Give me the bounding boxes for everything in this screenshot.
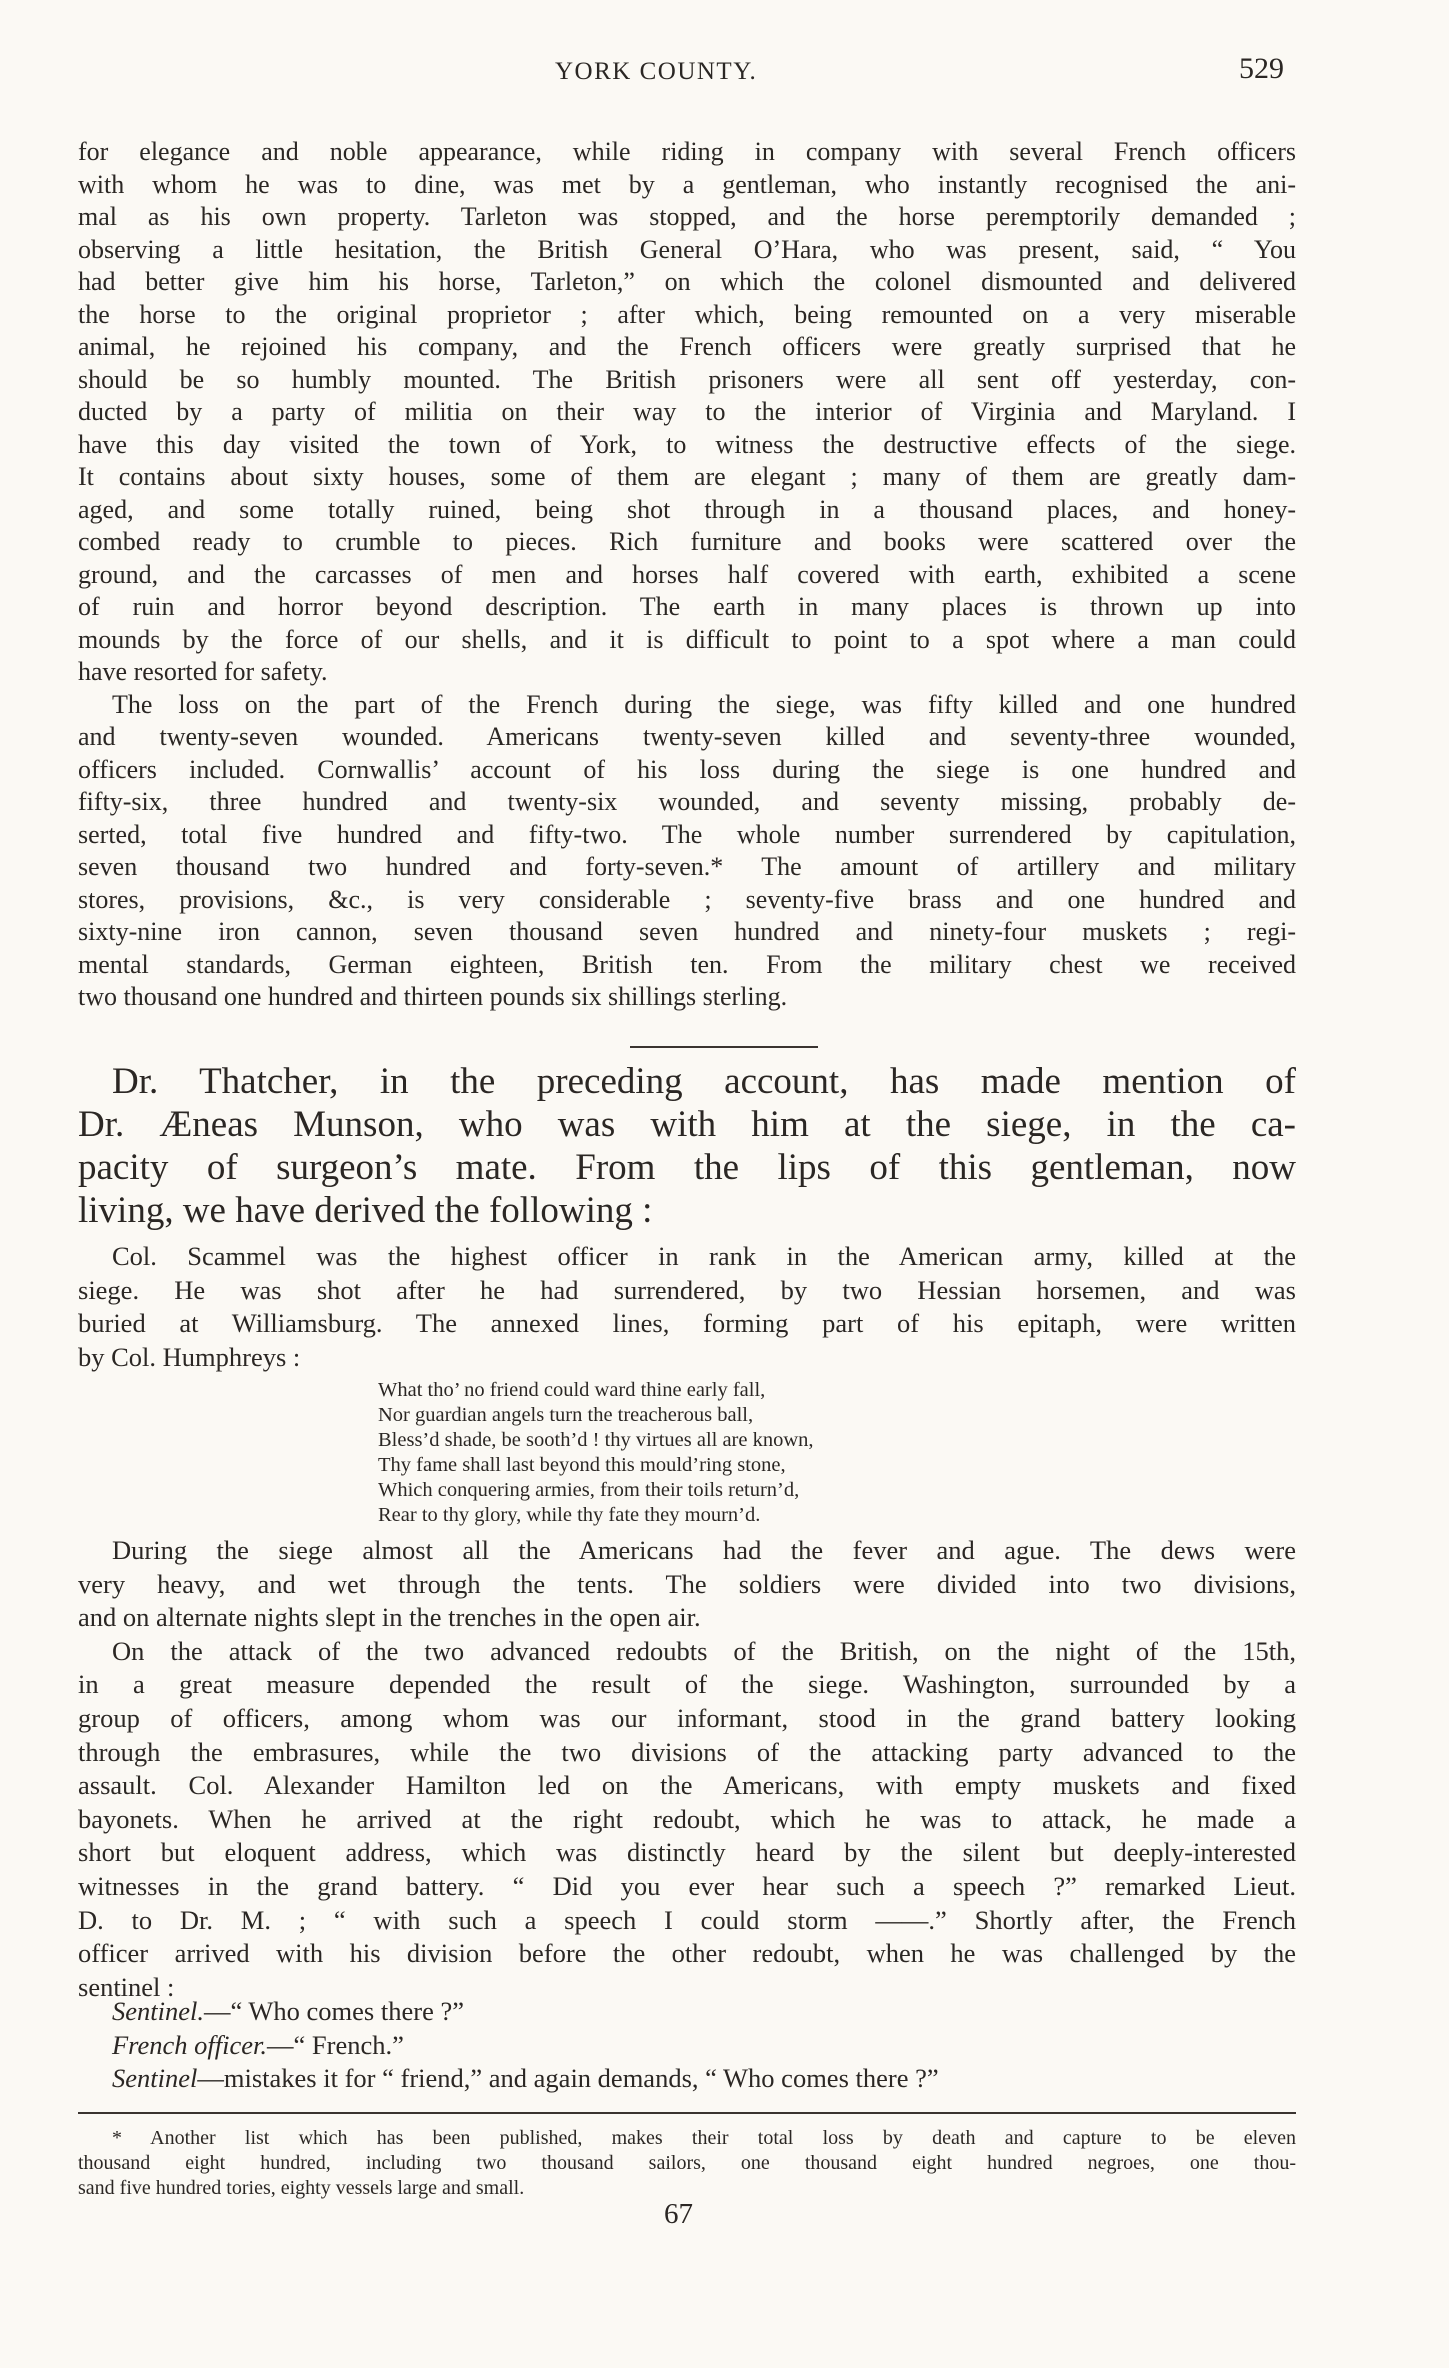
- text-line: ducted by a party of militia on their way to the interior of Virginia and Maryland. I: [78, 397, 1296, 426]
- text-line: sixty-nine iron cannon, seven thousand seven hundred and ninety-four muskets ; regi-: [78, 917, 1296, 946]
- text-line: sentinel :: [78, 1971, 175, 2002]
- dialogue-speaker: French officer.: [112, 2029, 268, 2060]
- page-number: 529: [1239, 52, 1284, 85]
- dialogue-speaker: Sentinel.: [112, 1996, 204, 2026]
- text-line: animal, he rejoined his company, and the French officers were greatly surprised that he: [78, 332, 1296, 361]
- text-line: had better give him his horse, Tarleton,” on which the colonel dismounted and delivered: [78, 267, 1296, 296]
- text-line: officers included. Cornwallis’ account of his loss during the siege is one hundred and: [78, 754, 1296, 784]
- running-head: YORK COUNTY.: [555, 58, 758, 85]
- text-line: observing a little hesitation, the British General O’Hara, who was present, said, “ You: [78, 234, 1296, 264]
- text-line: for elegance and noble appearance, while riding in company with several French officers: [78, 137, 1296, 166]
- text-line: the horse to the original proprietor ; after which, being remounted on a very miserable: [78, 299, 1296, 329]
- dialogue-line: [78, 2062, 1296, 2096]
- text-line: should be so humbly mounted. The British prisoners were all sent off yesterday, con-: [78, 364, 1296, 394]
- text-line: bayonets. When he arrived at the right redoubt, which he was to attack, he made a: [78, 1803, 1296, 1834]
- text-line: by Col. Humphreys :: [78, 1341, 301, 1372]
- body-text-part2: [78, 1240, 1296, 1374]
- dialogue-line: [78, 1995, 1296, 2029]
- text-line: and on alternate nights slept in the trenches in the open air.: [78, 1602, 701, 1633]
- lead-paragraph: [78, 1060, 1296, 1232]
- text-line: with whom he was to dine, was met by a gentleman, who instantly recognised the ani-: [78, 169, 1296, 199]
- dialogue-text: —mistakes it for “ friend,” and again demands, “ Who comes there ?”: [197, 2063, 939, 2094]
- text-line: have this day visited the town of York, to witness the destructive effects of the siege.: [78, 429, 1296, 459]
- text-line: of ruin and horror beyond description. The earth in many places is thrown up into: [78, 592, 1296, 621]
- text-line: siege. He was shot after he had surrendered, by two Hessian horsemen, and was: [78, 1274, 1296, 1305]
- text-line: combed ready to crumble to pieces. Rich furniture and books were scattered over the: [78, 527, 1296, 556]
- footnote-line: * Another list which has been published, makes their total loss by death and capture to be eleven: [112, 2127, 1296, 2149]
- text-line: in a great measure depended the result of the siege. Washington, surrounded by a: [78, 1669, 1296, 1700]
- text-line: On the attack of the two advanced redoubts of the British, on the night of the 15th,: [112, 1635, 1296, 1666]
- dialogue-text: —“ French.”: [267, 2029, 404, 2060]
- dialogue: [78, 1995, 1296, 2096]
- lead-line: pacity of surgeon’s mate. From the lips of this gentleman, now: [78, 1147, 1296, 1188]
- text-line: have resorted for safety.: [78, 657, 328, 686]
- verse-line: Bless’d shade, be sooth’d ! thy virtues all are known,: [378, 1429, 814, 1451]
- signature-mark: 67: [664, 2198, 693, 2230]
- verse-line: Rear to thy glory, while thy fate they mourn’d.: [378, 1504, 761, 1526]
- epitaph-verse: [378, 1378, 1028, 1528]
- lead-line: living, we have derived the following :: [78, 1190, 653, 1231]
- footnote-line: thousand eight hundred, including two thousand sailors, one thousand eight hundred negroes, one thou-: [78, 2152, 1296, 2174]
- text-line: mal as his own property. Tarleton was stopped, and the horse peremptorily demanded ;: [78, 202, 1296, 231]
- text-line: officer arrived with his division before the other redoubt, when he was challenged by the: [78, 1938, 1296, 1969]
- body-text-part3: [78, 1534, 1296, 2004]
- page-header: [555, 52, 1284, 92]
- text-line: During the siege almost all the Americans had the fever and ague. The dews were: [112, 1535, 1296, 1565]
- footnote-line: sand five hundred tories, eighty vessels large and small.: [78, 2177, 525, 2199]
- verse-line: Nor guardian angels turn the treacherous ball,: [378, 1404, 754, 1426]
- text-line: buried at Williamsburg. The annexed lines, forming part of his epitaph, were written: [78, 1308, 1296, 1338]
- verse-line: What tho’ no friend could ward thine early fall,: [378, 1379, 766, 1401]
- text-line: very heavy, and wet through the tents. The soldiers were divided into two divisions,: [78, 1568, 1296, 1599]
- text-line: serted, total five hundred and fifty-two. The whole number surrendered by capitulation,: [78, 819, 1296, 849]
- text-line: assault. Col. Alexander Hamilton led on the Americans, with empty muskets and fixed: [78, 1770, 1296, 1801]
- dialogue-line: [78, 2029, 1296, 2063]
- lead-line: Dr. Æneas Munson, who was with him at the siege, in the ca-: [78, 1104, 1296, 1145]
- text-line: through the embrasures, while the two divisions of the attacking party advanced to the: [78, 1736, 1296, 1767]
- text-line: two thousand one hundred and thirteen pounds six shillings sterling.: [78, 982, 788, 1011]
- lead-line: Dr. Thatcher, in the preceding account, has made mention of: [112, 1061, 1296, 1102]
- section-divider: [630, 1046, 818, 1048]
- text-line: stores, provisions, &c., is very considerable ; seventy-five brass and one hundred and: [78, 884, 1296, 914]
- text-line: mounds by the force of our shells, and it is difficult to point to a spot where a man could: [78, 624, 1296, 654]
- text-line: It contains about sixty houses, some of them are elegant ; many of them are greatly dam-: [78, 462, 1296, 491]
- verse-line: Thy fame shall last beyond this mould’ring stone,: [378, 1454, 786, 1476]
- text-line: group of officers, among whom was our informant, stood in the grand battery looking: [78, 1702, 1296, 1733]
- text-line: aged, and some totally ruined, being shot through in a thousand places, and honey-: [78, 494, 1296, 524]
- dialogue-speaker: Sentinel: [112, 2063, 198, 2094]
- text-line: short but eloquent address, which was distinctly heard by the silent but deeply-interested: [78, 1837, 1296, 1868]
- text-line: Col. Scammel was the highest officer in rank in the American army, killed at the: [112, 1241, 1296, 1271]
- footnote-rule: [78, 2112, 1296, 2114]
- footnote: [78, 2126, 1296, 2201]
- text-line: and twenty-seven wounded. Americans twenty-seven killed and seventy-three wounded,: [78, 722, 1296, 751]
- text-line: The loss on the part of the French during the siege, was fifty killed and one hundred: [112, 689, 1296, 719]
- text-line: D. to Dr. M. ; “ with such a speech I could storm ——.” Shortly after, the French: [78, 1904, 1296, 1935]
- text-line: mental standards, German eighteen, British ten. From the military chest we received: [78, 949, 1296, 979]
- text-line: witnesses in the grand battery. “ Did you ever hear such a speech ?” remarked Lieut.: [78, 1870, 1296, 1901]
- text-line: ground, and the carcasses of men and horses half covered with earth, exhibited a scene: [78, 559, 1296, 589]
- text-line: seven thousand two hundred and forty-seven.* The amount of artillery and military: [78, 852, 1296, 881]
- body-text-part1: [78, 136, 1296, 1014]
- verse-line: Which conquering armies, from their toils return’d,: [378, 1479, 800, 1501]
- dialogue-text: —“ Who comes there ?”: [204, 1996, 464, 2026]
- text-line: fifty-six, three hundred and twenty-six wounded, and seventy missing, probably de-: [78, 787, 1296, 816]
